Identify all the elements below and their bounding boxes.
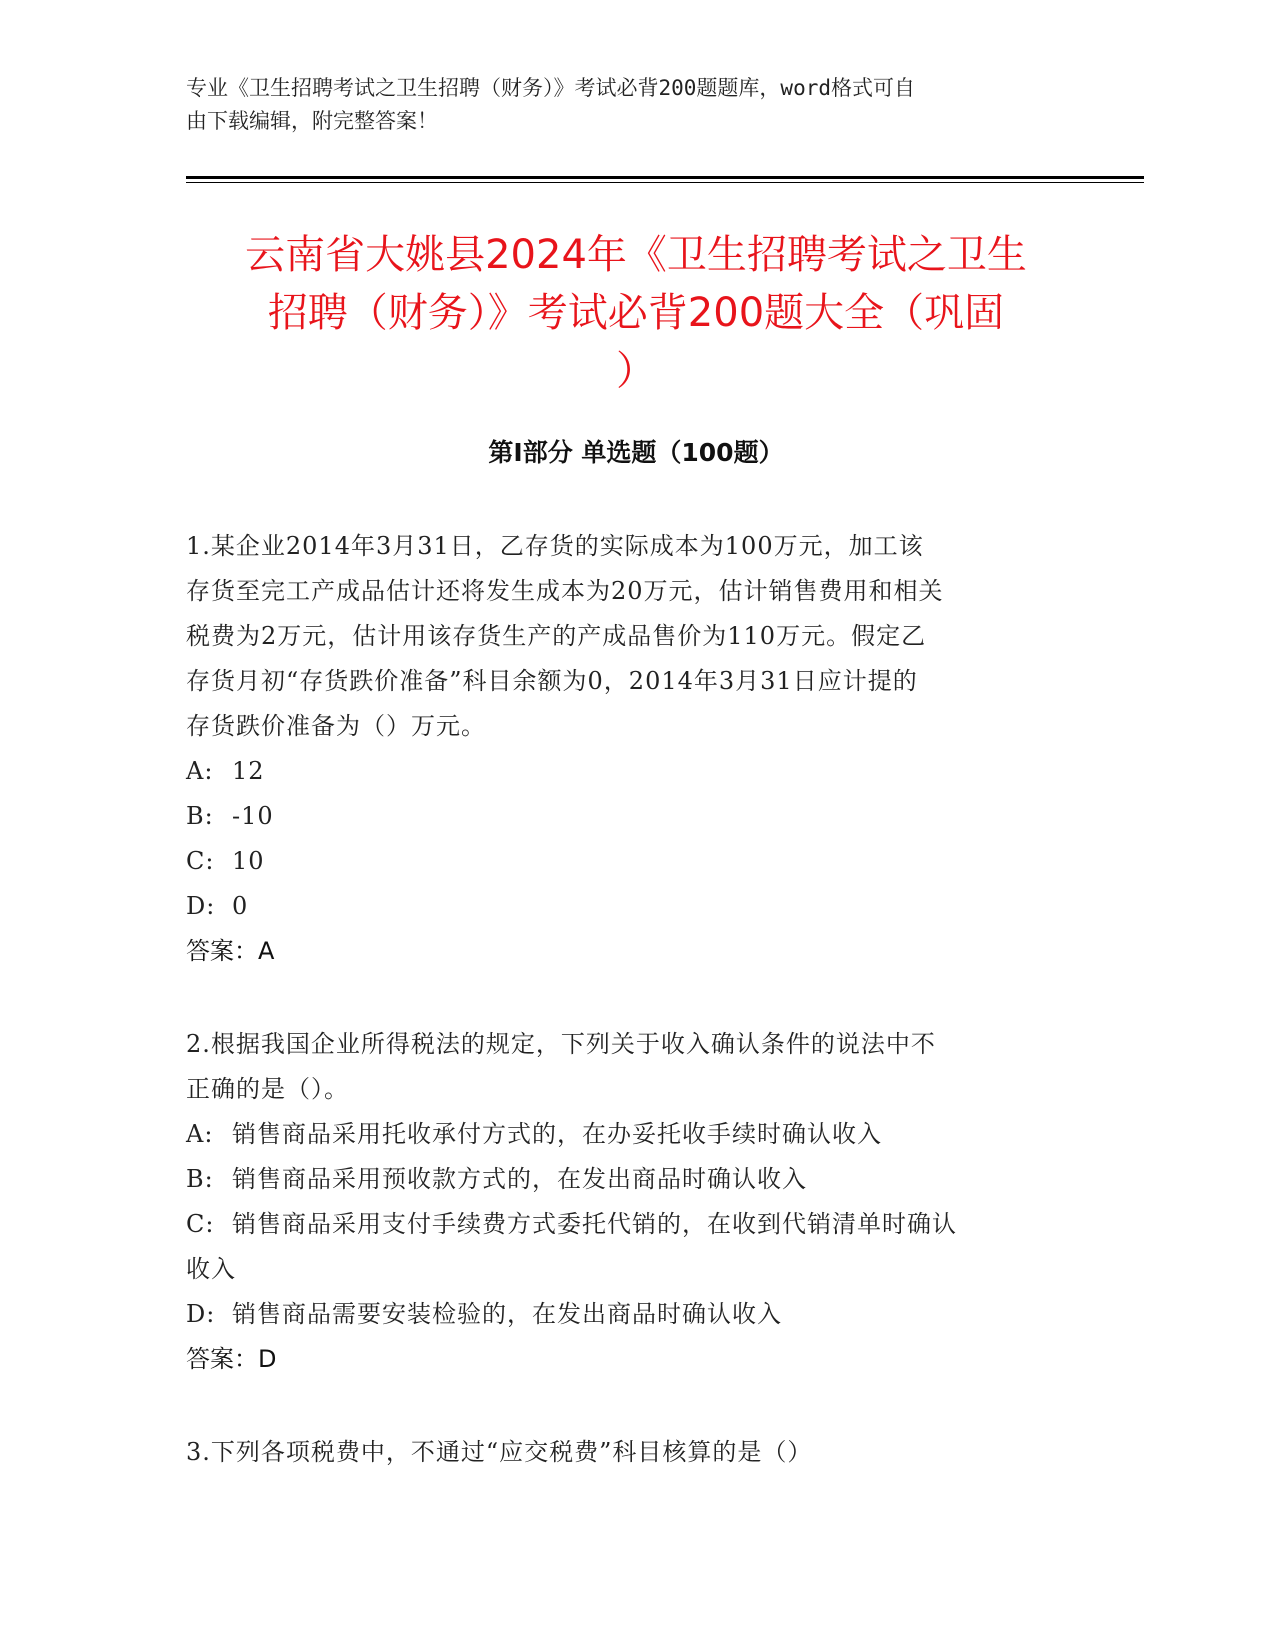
question-2-option-d xyxy=(186,1292,1066,1337)
question-1-option-d xyxy=(186,884,1066,929)
question-1 xyxy=(186,524,1066,974)
question-1-line: 存货月初“存货跌价准备”科目余额为0，2014年3月31日应计提的 xyxy=(186,667,918,695)
question-1-option-a xyxy=(186,749,1066,794)
option-text: -10 xyxy=(232,802,274,830)
question-1-option-b xyxy=(186,794,1066,839)
option-text: 销售商品采用预收款方式的，在发出商品时确认收入 xyxy=(232,1165,807,1193)
header-divider-thick xyxy=(186,176,1144,179)
section-title: 第I部分 单选题（100题） xyxy=(488,438,784,467)
question-2 xyxy=(186,1022,1066,1382)
option-letter: B: xyxy=(186,1165,214,1193)
option-letter: A: xyxy=(186,757,214,785)
option-letter: C: xyxy=(186,847,215,875)
option-letter: A: xyxy=(186,1120,214,1148)
question-3-line: 3.下列各项税费中，不通过“应交税费”科目核算的是（） xyxy=(186,1438,813,1466)
question-list xyxy=(186,524,1066,1523)
option-text: 0 xyxy=(232,892,249,920)
question-1-stem xyxy=(186,524,1066,749)
option-letter: C: xyxy=(186,1210,215,1238)
question-1-line: 1.某企业2014年3月31日，乙存货的实际成本为100万元，加工该 xyxy=(186,532,924,560)
document-title xyxy=(186,226,1086,400)
option-letter: D: xyxy=(186,1300,216,1328)
header-note xyxy=(186,72,1086,138)
option-text: 销售商品采用托收承付方式的，在办妥托收手续时确认收入 xyxy=(232,1120,882,1148)
question-1-option-c xyxy=(186,839,1066,884)
option-text: 收入 xyxy=(186,1255,236,1283)
option-text: 10 xyxy=(232,847,265,875)
option-text: 销售商品采用支付手续费方式委托代销的，在收到代销清单时确认 xyxy=(232,1210,957,1238)
header-divider-thin xyxy=(186,182,1144,183)
question-2-line: 2.根据我国企业所得税法的规定，下列关于收入确认条件的说法中不 xyxy=(186,1030,936,1058)
question-2-option-c xyxy=(186,1202,1066,1247)
question-1-line: 税费为2万元，估计用该存货生产的产成品售价为110万元。假定乙 xyxy=(186,622,927,650)
option-letter: B: xyxy=(186,802,214,830)
question-2-option-a xyxy=(186,1112,1066,1157)
question-3 xyxy=(186,1430,1066,1475)
question-1-answer: 答案：A xyxy=(186,937,275,965)
option-text: 12 xyxy=(232,757,265,785)
question-1-line: 存货跌价准备为（）万元。 xyxy=(186,712,486,740)
option-letter: D: xyxy=(186,892,216,920)
header-note-line-2: 由下载编辑，附完整答案！ xyxy=(186,109,438,133)
question-3-stem xyxy=(186,1430,1066,1475)
question-2-line: 正确的是（）。 xyxy=(186,1075,349,1103)
question-2-answer: 答案：D xyxy=(186,1345,277,1373)
question-2-option-b xyxy=(186,1157,1066,1202)
document-title-line-1: 云南省大姚县2024年《卫生招聘考试之卫生 xyxy=(245,232,1027,278)
question-1-line: 存货至完工产成品估计还将发生成本为20万元，估计销售费用和相关 xyxy=(186,577,944,605)
document-title-line-3: ） xyxy=(616,348,656,394)
question-2-option-c-continued xyxy=(186,1247,1066,1292)
option-text: 销售商品需要安装检验的，在发出商品时确认收入 xyxy=(232,1300,782,1328)
document-title-line-2: 招聘（财务）》考试必背200题大全（巩固 xyxy=(267,290,1005,336)
header-note-line-1: 专业《卫生招聘考试之卫生招聘（财务）》考试必背200题题库，word格式可自 xyxy=(186,76,915,100)
question-2-stem xyxy=(186,1022,1066,1112)
